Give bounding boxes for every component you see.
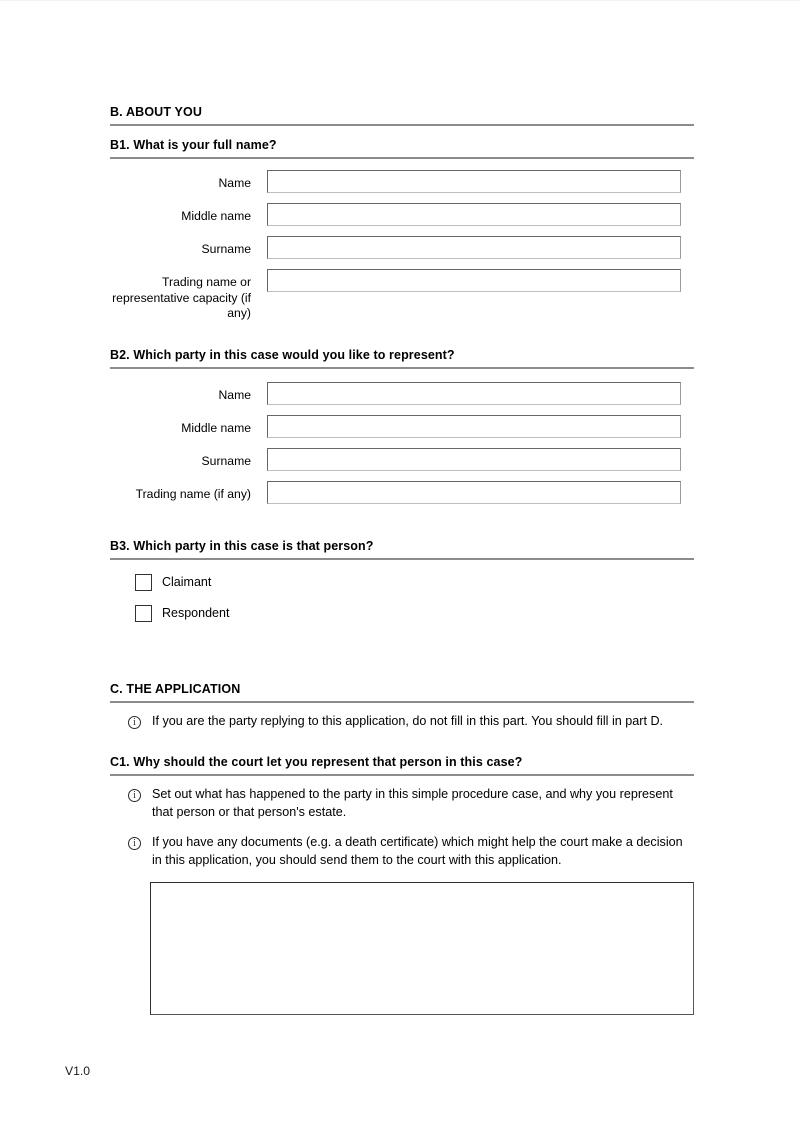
field-label: Name (218, 176, 251, 190)
question-b1-rule (110, 157, 694, 159)
note-item (128, 713, 694, 731)
note-item (128, 834, 694, 869)
name-input[interactable] (267, 170, 681, 193)
represented-surname-input[interactable] (267, 448, 681, 471)
form-content (110, 105, 694, 1015)
option-claimant[interactable] (135, 574, 694, 591)
section-c-rule (110, 701, 694, 703)
field-row (110, 415, 694, 438)
field-label: Name (218, 387, 251, 402)
field-label: Trading name (if any) (135, 486, 251, 501)
question-c1-rule (110, 774, 694, 776)
note-text: If you are the party replying to this application, do not fill in this part. You should fill in part D. (152, 713, 664, 728)
section-b-heading: B. ABOUT YOU (110, 105, 203, 119)
b1-field-group (110, 170, 694, 322)
c1-answer-area (150, 882, 694, 1015)
note-text: If you have any documents (e.g. a death certificate) which might help the court make a decision in this application, you should send them to the court with this application. (152, 835, 683, 867)
field-row (110, 481, 694, 504)
represented-name-input[interactable] (267, 382, 681, 405)
spacer (110, 736, 694, 755)
question-b3-rule (110, 558, 694, 560)
spacer (110, 332, 694, 348)
field-row (110, 170, 694, 193)
checkbox-claimant[interactable] (135, 574, 152, 591)
represented-middle-name-input[interactable] (267, 415, 681, 438)
field-label: Trading name or representative capacity (if any) (112, 275, 251, 320)
info-icon: i (128, 716, 141, 729)
option-label: Respondent (162, 605, 230, 620)
note-text: Set out what has happened to the party in this simple procedure case, and why you represent that person or that person's estate. (152, 787, 673, 819)
info-icon: i (128, 837, 141, 850)
section-c-notes (110, 713, 694, 731)
middle-name-input[interactable] (267, 203, 681, 226)
question-c1-heading: C1. Why should the court let you represent that person in this case? (110, 755, 523, 769)
info-icon: i (128, 789, 141, 802)
field-row (110, 382, 694, 405)
field-row (110, 269, 694, 322)
field-label: Surname (201, 242, 251, 256)
spacer (110, 636, 694, 682)
question-b3-heading: B3. Which party in this case is that person? (110, 538, 374, 553)
surname-input[interactable] (267, 236, 681, 259)
note-item (128, 786, 694, 821)
section-c-heading: C. THE APPLICATION (110, 681, 241, 696)
question-c1-notes (110, 786, 694, 869)
option-respondent[interactable] (135, 605, 694, 622)
footer-version: V1.0 (65, 1064, 91, 1078)
checkbox-respondent[interactable] (135, 605, 152, 622)
field-row (110, 203, 694, 226)
field-row (110, 236, 694, 259)
question-b2-heading: B2. Which party in this case would you like to represent? (110, 347, 455, 362)
trading-name-or-capacity-input[interactable] (267, 269, 681, 292)
option-label: Claimant (162, 574, 212, 589)
section-b-rule (110, 124, 694, 126)
represented-trading-name-input[interactable] (267, 481, 681, 504)
b2-field-group (110, 382, 694, 504)
question-b2-rule (110, 367, 694, 369)
field-label: Middle name (181, 209, 251, 223)
spacer (110, 514, 694, 539)
field-label: Surname (201, 453, 251, 468)
b3-option-group (135, 574, 694, 622)
field-row (110, 448, 694, 471)
question-b1-heading: B1. What is your full name? (110, 138, 277, 152)
c1-answer-textarea[interactable] (150, 882, 694, 1015)
field-label: Middle name (181, 420, 251, 435)
